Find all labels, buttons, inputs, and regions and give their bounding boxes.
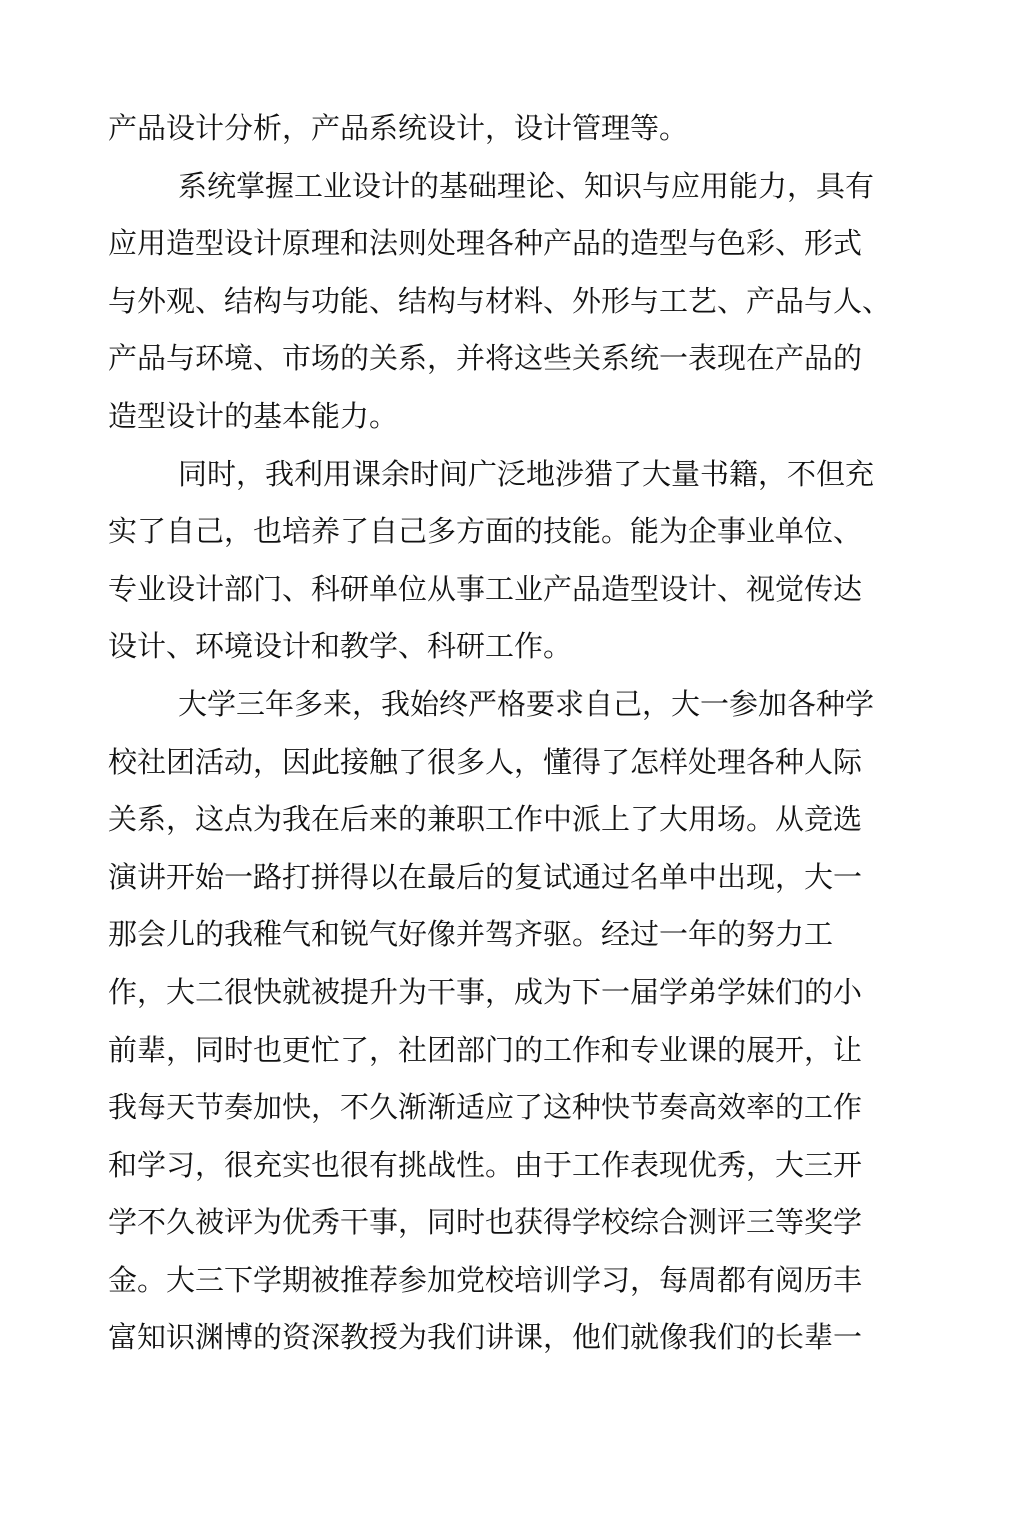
body-text [108, 100, 892, 1367]
text-line: 演讲开始一路打拼得以在最后的复试通过名单中出现，大一 [108, 859, 863, 894]
text-line: 关系，这点为我在后来的兼职工作中派上了大用场。从竞选 [108, 802, 863, 837]
text-line: 产品设计分析，产品系统设计，设计管理等。 [108, 111, 689, 145]
text-line: 学不久被评为优秀干事，同时也获得学校综合测评三等奖学 [108, 1205, 863, 1240]
text-line: 实了自己，也培养了自己多方面的技能。能为企事业单位、 [108, 514, 863, 549]
text-line: 作，大二很快就被提升为干事，成为下一届学弟学妹们的小 [108, 974, 863, 1009]
text-line: 应用造型设计原理和法则处理各种产品的造型与色彩、形式 [108, 226, 863, 261]
paragraph-first-line: 同时，我利用课余时间广泛地涉猎了大量书籍，不但充 [178, 456, 875, 491]
text-line: 前辈，同时也更忙了，社团部门的工作和专业课的展开，让 [108, 1032, 863, 1067]
text-line: 校社团活动，因此接触了很多人，懂得了怎样处理各种人际 [108, 744, 863, 779]
text-line: 设计、环境设计和教学、科研工作。 [108, 629, 573, 664]
text-line: 与外观、结构与功能、结构与材料、外形与工艺、产品与人、 [108, 283, 892, 318]
text-line: 专业设计部门、科研单位从事工业产品造型设计、视觉传达 [108, 571, 863, 606]
text-line: 和学习，很充实也很有挑战性。由于工作表现优秀，大三开 [108, 1147, 863, 1182]
paragraph-first-line: 系统掌握工业设计的基础理论、知识与应用能力，具有 [178, 168, 875, 203]
text-line: 金。大三下学期被推荐参加党校培训学习，每周都有阅历丰 [108, 1262, 863, 1297]
text-line: 那会儿的我稚气和锐气好像并驾齐驱。经过一年的努力工 [108, 917, 834, 952]
text-line: 我每天节奏加快，不久渐渐适应了这种快节奏高效率的工作 [108, 1090, 863, 1125]
paragraph-first-line: 大学三年多来，我始终严格要求自己，大一参加各种学 [178, 686, 875, 721]
text-line: 造型设计的基本能力。 [108, 398, 399, 433]
text-line: 富知识渊博的资深教授为我们讲课，他们就像我们的长辈一 [108, 1320, 863, 1355]
text-line: 产品与环境、市场的关系，并将这些关系统一表现在产品的 [108, 341, 863, 376]
